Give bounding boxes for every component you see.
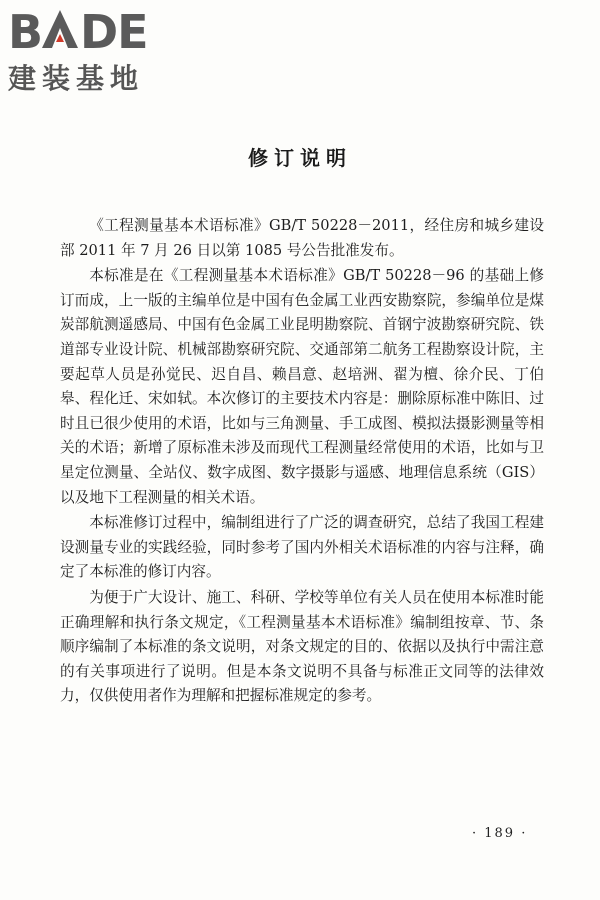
svg-text:DE: DE xyxy=(80,5,148,56)
paragraph-4: 为便于广大设计、施工、科研、学校等单位有关人员在使用本标准时能正确理解和执行条文规定，《工程测量基本术语标准》编制组按章、节、条顺序编制了本标准的条文说明，对条文规定的目的、依据以及执行中需注意的有关事项进行了说明。但是本条文说明不具备与标准正文同等的法律效力，仅供使用者作为理解和把握标准规定的参考。 xyxy=(60,588,544,705)
paragraph-3: 本标准修订过程中，编制组进行了广泛的调查研究，总结了我国工程建设测量专业的实践经验，同时参考了国内外相关术语标准的内容与注释，确定了本标准的修订内容。 xyxy=(60,514,544,581)
logo-chinese-text: 建装基地 xyxy=(8,62,145,95)
bade-logo-graphic xyxy=(8,4,178,56)
svg-text:B: B xyxy=(8,5,43,56)
body-text xyxy=(60,214,544,710)
paragraph-1: 《工程测量基本术语标准》GB/T 50228－2011，经住房和城乡建设部 2011 年 7 月 26 日以第 1085 号公告批准发布。 xyxy=(60,217,544,259)
paragraph-2: 本标准是在《工程测量基本术语标准》GB/T 50228－96 的基础上修订而成，上一版的主编单位是中国有色金属工业西安勘察院，参编单位是煤炭部航测遥感局、中国有色金属工业昆明勘察院、首钢宁波勘察研究院、铁道部专业设计院、机械部勘察研究院、交通部第二航务工程勘察设计院，主要起草人员是孙觉民、迟自昌、赖昌意、赵培洲、翟为檀、徐介民、丁伯皋、程化迁、宋如轼。本次修订的主要技术内容是：删除原标准中陈旧、过时且已很少使用的术语，比如与三角测量、手工成图、模拟法摄影测量等相关的术语；新增了原标准未涉及而现代工程测量经常使用的术语，比如与卫星定位测量、全站仪、数字成图、数字摄影与遥感、地理信息系统（GIS）以及地下工程测量的相关术语。 xyxy=(60,267,544,506)
page-number: · 189 · xyxy=(472,826,528,841)
page-title: 修订说明 xyxy=(248,146,352,170)
bade-logo xyxy=(8,4,183,96)
